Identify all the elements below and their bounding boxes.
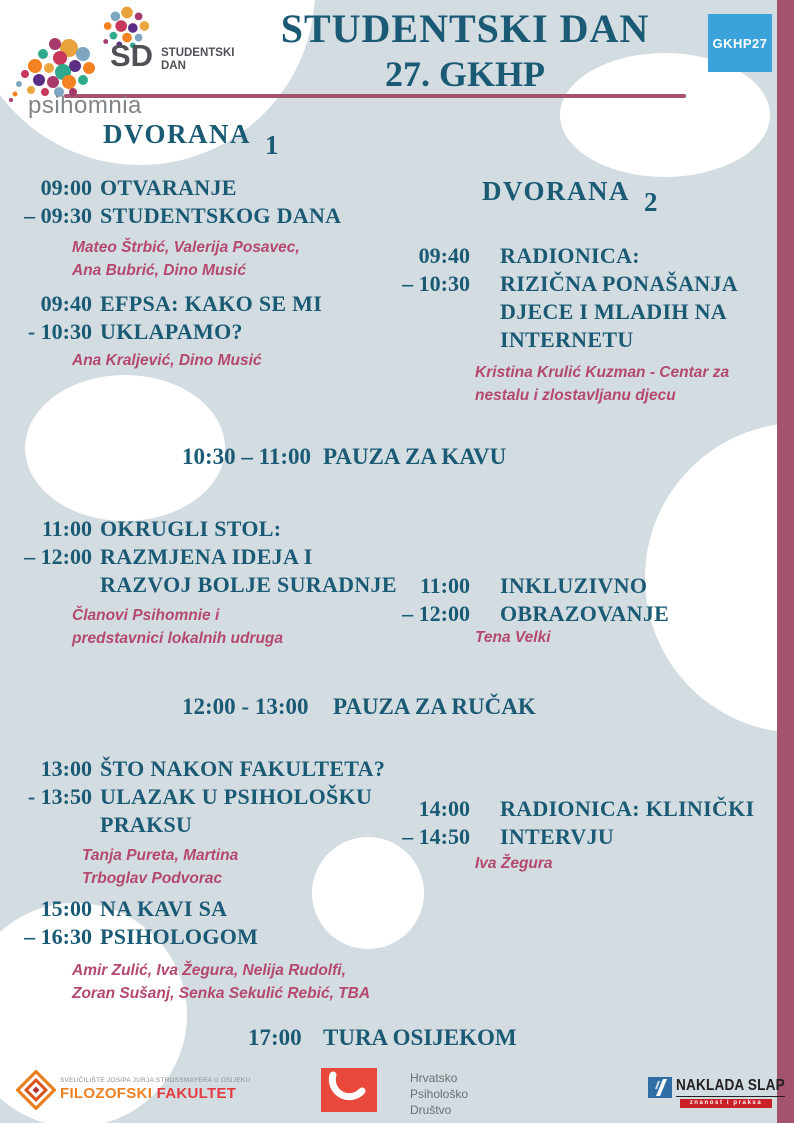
faculty-logo [16,1070,251,1110]
room1-heading: DVORANA 1 [103,119,280,160]
hpd-psi-icon [321,1068,377,1112]
coffee-break-time: 10:30 – 11:00 [182,444,312,469]
sd-logo-abbr: SD [110,38,154,73]
naklada-slap-icon [648,1077,672,1101]
session-speakers: Kristina Krulić Kuzman - Centar za nestalu i zlostavljanu djecu [475,364,730,404]
faculty-name: FILOZOFSKI FAKULTET [60,1085,237,1102]
naklada-slap-name: NAKLADA SLAP [676,1077,785,1097]
gkhp27-badge: GKHP27 [708,14,772,72]
session-time: 09:40 – 10:30 [402,243,470,296]
session-speakers: Amir Zulić, Iva Žegura, Nelija Rudolfi, Zoran Sušanj, Senka Sekulić Rebić, TBA [72,962,371,1002]
session-time: 11:00 – 12:00 [402,573,470,626]
lunch-break-label: PAUZA ZA RUČAK [333,694,536,719]
faculty-university-line: SVEUČILIŠTE JOSIPA JURJA STROSSMAYERA U OSIJEKU [60,1077,251,1084]
hpd-name: Hrvatsko Psihološko Društvo [410,1071,469,1117]
session-title: EFPSA: KAKO SE MI UKLAPAMO? [100,291,323,344]
lunch-break-time: 12:00 - 13:00 [182,694,309,719]
session-time: 14:00 – 14:50 [402,796,470,849]
accent-stripe [777,0,794,1123]
session-time: 09:00 – 09:30 [24,175,92,228]
room2-heading: DVORANA 2 [482,176,659,217]
session-title: INKLUZIVNO OBRAZOVANJE [500,573,670,626]
session-speakers: Mateo Štrbić, Valerija Posavec, Ana Bubrić, Dino Musić [72,239,300,279]
room1-number: 1 [264,130,280,160]
session-time: 09:40 - 10:30 [27,291,92,344]
faculty-diamond-icon [16,1070,56,1110]
session-title: RADIONICA: KLINIČKI INTERVJU [500,796,755,849]
session-time: 11:00 – 12:00 [24,516,92,569]
session-speakers: Članovi Psihomnie i predstavnici lokalnih udruga [72,607,284,647]
session-title: OKRUGLI STOL: RAZMJENA IDEJA I RAZVOJ BOLJE SURADNJE [100,516,397,597]
city-tour-label: TURA OSIJEKOM [323,1025,517,1050]
session-speakers: Tanja Pureta, Martina Trboglav Podvorac [82,847,239,887]
naklada-slap-logo [648,1077,794,1108]
session-title: ŠTO NAKON FAKULTETA? ULAZAK U PSIHOLOŠKU PRAKSU [100,756,386,837]
session-speakers: Iva Žegura [475,855,553,872]
coffee-break-label: PAUZA ZA KAVU [323,444,507,469]
city-tour-time: 17:00 [248,1025,302,1050]
page-title [240,6,690,96]
naklada-slap-tagline: znanost i praksa [680,1099,772,1108]
psihomnia-logo-text: psihomnia [28,92,142,119]
session-time: 15:00 – 16:30 [24,896,92,949]
room2-number: 2 [643,187,659,217]
session-speakers: Tena Velki [475,629,551,646]
session-speakers: Ana Kraljević, Dino Musić [72,352,262,369]
title-line-1: STUDENTSKI DAN [280,6,650,51]
decorative-circle-bottom-mid [312,837,424,949]
session-time: 13:00 - 13:50 [27,756,92,809]
sd-logo-words: STUDENTSKI DAN [161,47,235,72]
session-title: RADIONICA: RIZIČNA PONAŠANJA DJECE I MLADIH NA INTERNETU [500,243,738,352]
session-title: NA KAVI SA PSIHOLOGOM [100,896,259,949]
session-title: OTVARANJE STUDENTSKOG DANA [100,175,342,228]
title-line-2: 27. GKHP [385,54,545,94]
